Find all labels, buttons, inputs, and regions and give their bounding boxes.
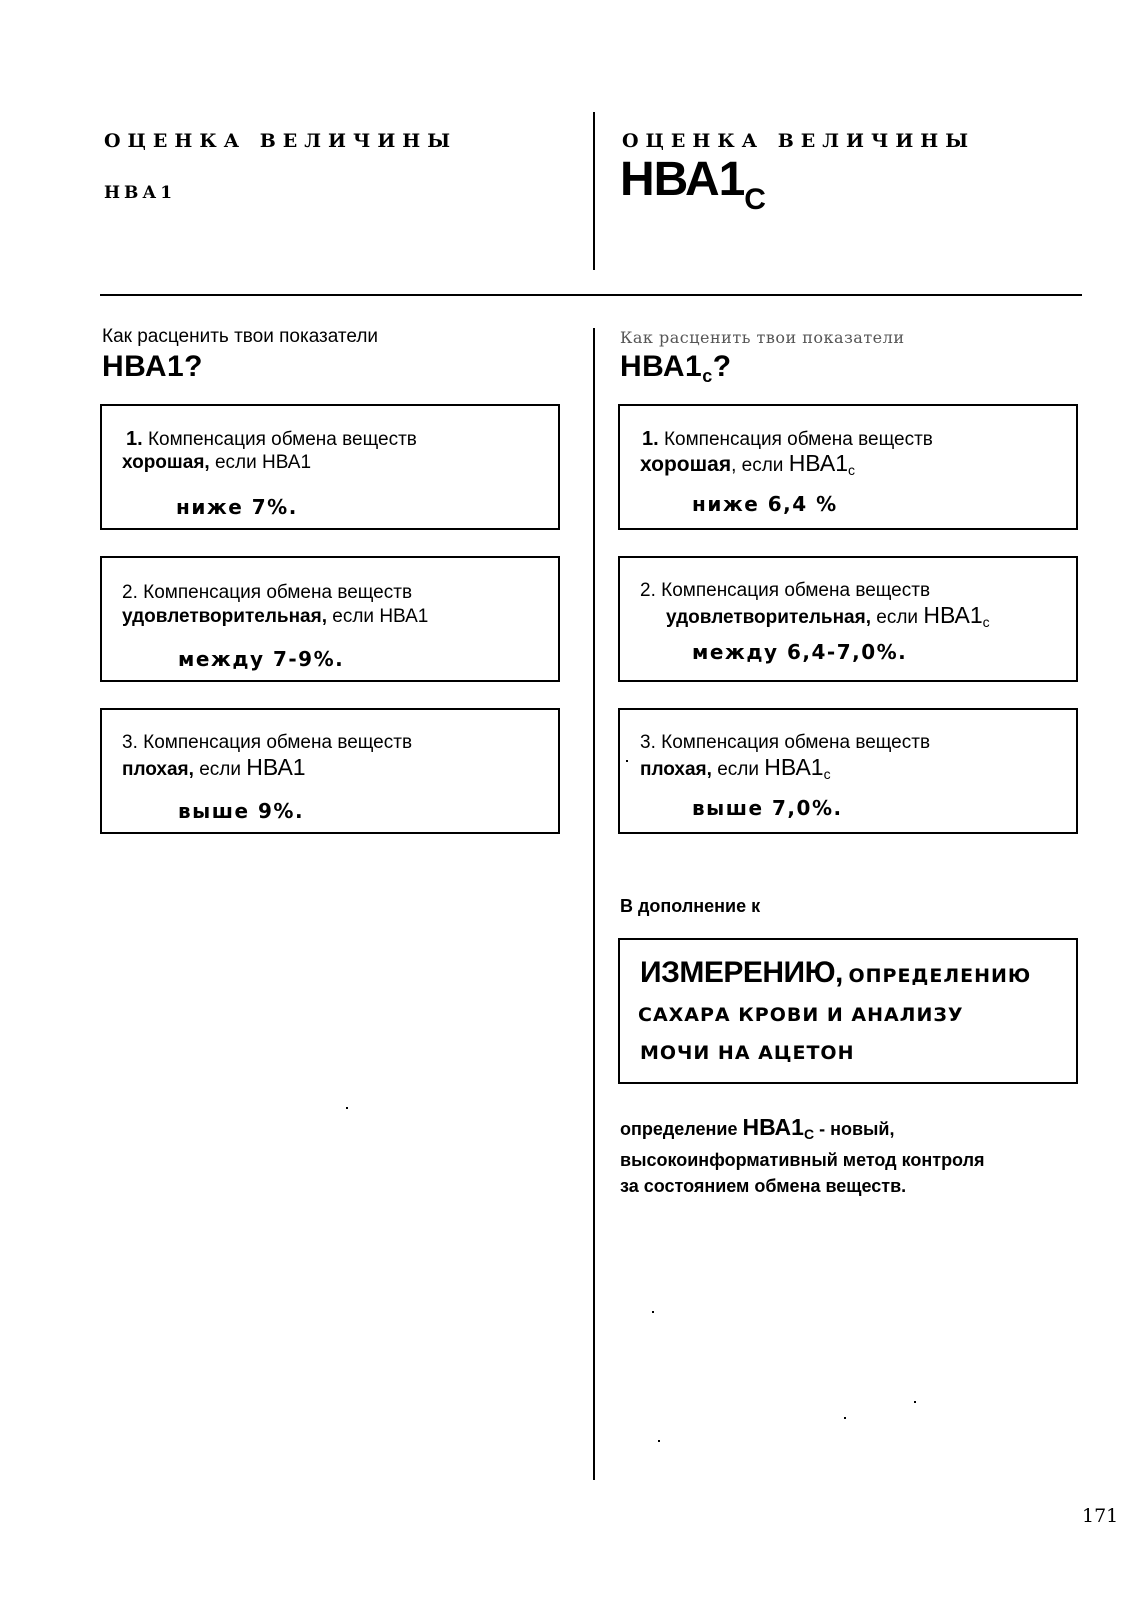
speck [626,760,628,762]
left-question: Как расценить твои показатели [102,326,379,347]
page-number: 171 [1082,1505,1119,1527]
right-heading: $НВА1_С$ [620,153,765,216]
box-value: выше 7,0%. [692,796,843,820]
right-box-2 [618,556,1078,682]
box-line1: 1. Компенсация обмена веществ [126,428,417,450]
left-title: ОЦЕНКА ВЕЛИЧИНЫ [104,130,458,152]
left-subtitle: НВА1 [104,183,177,203]
right-question: Как расценить твои показатели [620,328,905,347]
left-question-head: НВА1? [102,350,204,383]
box-line2: плохая, если $НВА1_с$ [640,754,831,782]
main-vertical-divider [593,328,595,1480]
box-value: между 7-9%. [178,647,345,671]
description [620,1114,1090,1199]
box-line2: плохая, если НВА1 [122,754,306,780]
box-line2: хорошая, если НВА1 [122,452,312,473]
speck [658,1440,660,1442]
box-line1: 1. Компенсация обмена веществ [642,428,933,450]
right-box-1 [618,404,1078,530]
box-line2: хорошая, если $НВА1_с$ [640,450,856,478]
description-line2: высокоинформативный метод контроля [620,1150,985,1170]
horizontal-divider [100,294,1082,296]
speck [914,1401,916,1403]
box-line1: 2. Компенсация обмена веществ [640,580,931,601]
box-value: ниже 7%. [176,495,298,519]
left-box-1 [100,404,560,530]
speck [346,1107,348,1109]
top-vertical-divider [593,112,595,270]
box-line2: удовлетворительная, если НВА1 [122,606,429,627]
box-line1: 2. Компенсация обмена веществ [122,582,413,603]
box-value: выше 9%. [178,799,305,823]
box-line1: 3. Компенсация обмена веществ [640,732,931,753]
addition-line3: МОЧИ НА АЦЕТОН [640,1042,855,1064]
box-value: между 6,4-7,0%. [692,640,908,664]
addition-label: В дополнение к [620,896,761,916]
addition-line1: ИЗМЕРЕНИЮ, ОПРЕДЕЛЕНИЮ [640,956,1032,989]
box-value: ниже 6,4 % [692,492,838,516]
right-title: ОЦЕНКА ВЕЛИЧИНЫ [622,130,976,152]
right-question-head: $НВА1_с$? [620,350,732,386]
left-box-3 [100,708,560,834]
box-line1: 3. Компенсация обмена веществ [122,732,413,753]
speck [652,1311,654,1313]
left-box-2 [100,556,560,682]
description-line3: за состоянием обмена веществ. [620,1176,907,1196]
addition-box [618,938,1078,1084]
speck [844,1417,846,1419]
box-line2: удовлетворительная, если $НВА1_с$ [666,602,990,630]
right-box-3 [618,708,1078,834]
description-line1: определение $НВА1_С$ - новый, [620,1114,895,1142]
addition-line2: САХАРА КРОВИ И АНАЛИЗУ [638,1004,964,1026]
